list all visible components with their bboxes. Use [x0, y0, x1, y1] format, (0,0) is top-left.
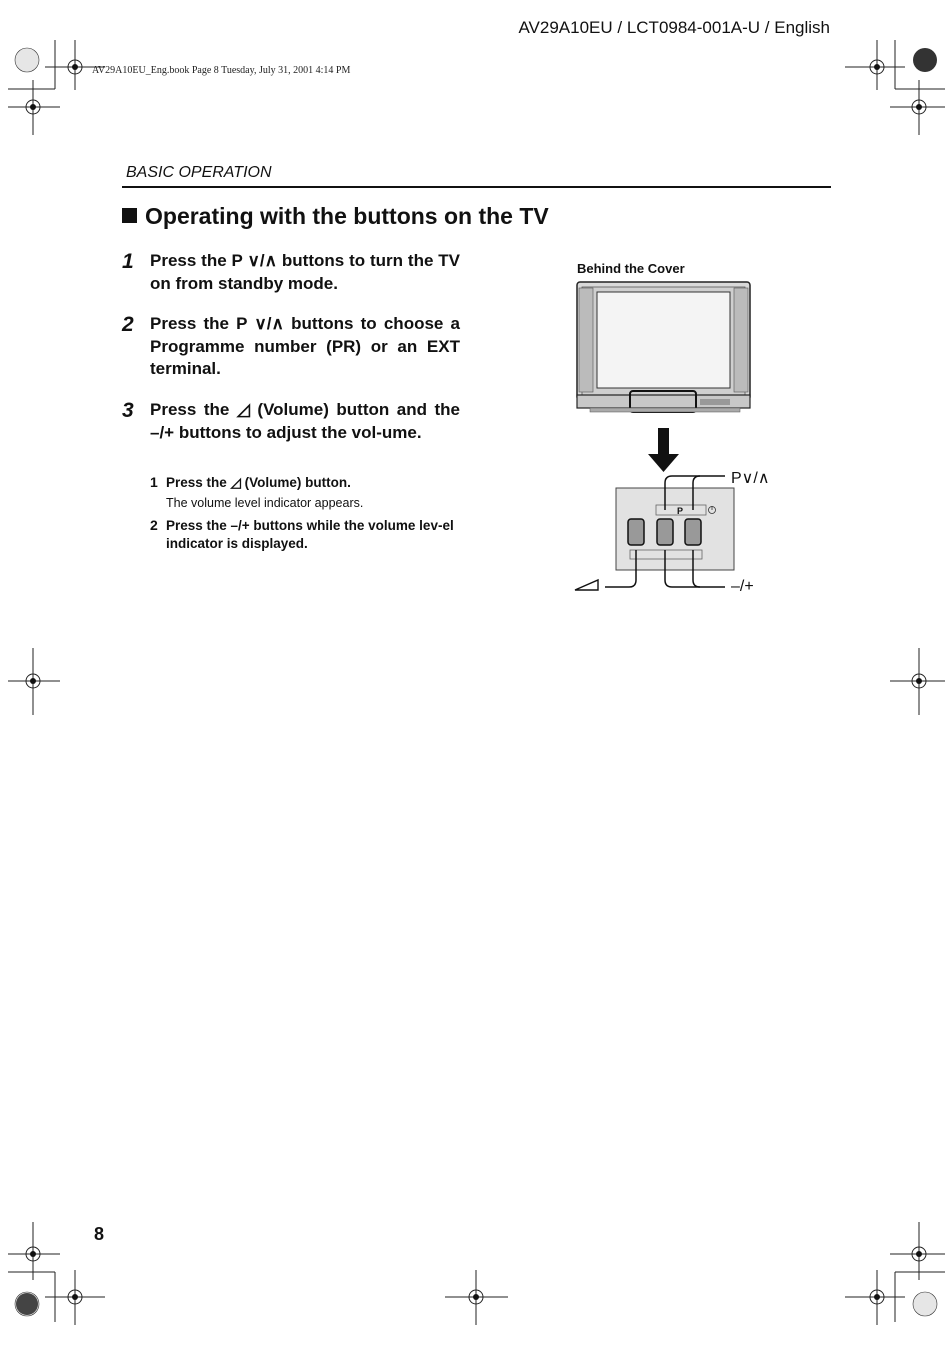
heading-text: Operating with the buttons on the TV	[145, 203, 549, 229]
square-bullet-icon	[122, 208, 137, 223]
page-number: 8	[94, 1224, 105, 1244]
substep-number: 2	[150, 517, 158, 533]
minus-plus-label: –/+	[731, 578, 754, 595]
tv-illustration	[560, 270, 940, 620]
substep-text: Press the –/+ buttons while the volume lev-el indicator is displayed.	[166, 518, 454, 551]
step-text: Press the P ∨/∧ buttons to turn the TV on from standby mode.	[150, 251, 460, 293]
substep-number: 1	[150, 474, 158, 490]
substep-text: Press the ◿ (Volume) button.	[166, 475, 351, 490]
p-buttons-label: P∨/∧	[731, 470, 770, 487]
panel-p-label: P	[677, 506, 684, 516]
book-info-line: AV29A10EU_Eng.book Page 8 Tuesday, July 31, 2001 4:14 PM	[92, 65, 351, 76]
figure-caption: Behind the Cover	[577, 261, 685, 276]
step-number: 3	[122, 399, 134, 422]
document-id: AV29A10EU / LCT0984-001A-U / English	[518, 18, 830, 37]
step-text: Press the P ∨/∧ buttons to choose a Programme number (PR) or an EXT terminal.	[150, 314, 460, 378]
step-text: Press the ◿ (Volume) button and the –/+ buttons to adjust the vol-ume.	[150, 400, 460, 442]
substep-note: The volume level indicator appears.	[166, 496, 364, 510]
step-number: 1	[122, 250, 134, 273]
page-heading	[122, 203, 549, 230]
section-rule	[122, 186, 831, 188]
step-number: 2	[122, 313, 134, 336]
section-label: BASIC OPERATION	[126, 164, 272, 181]
